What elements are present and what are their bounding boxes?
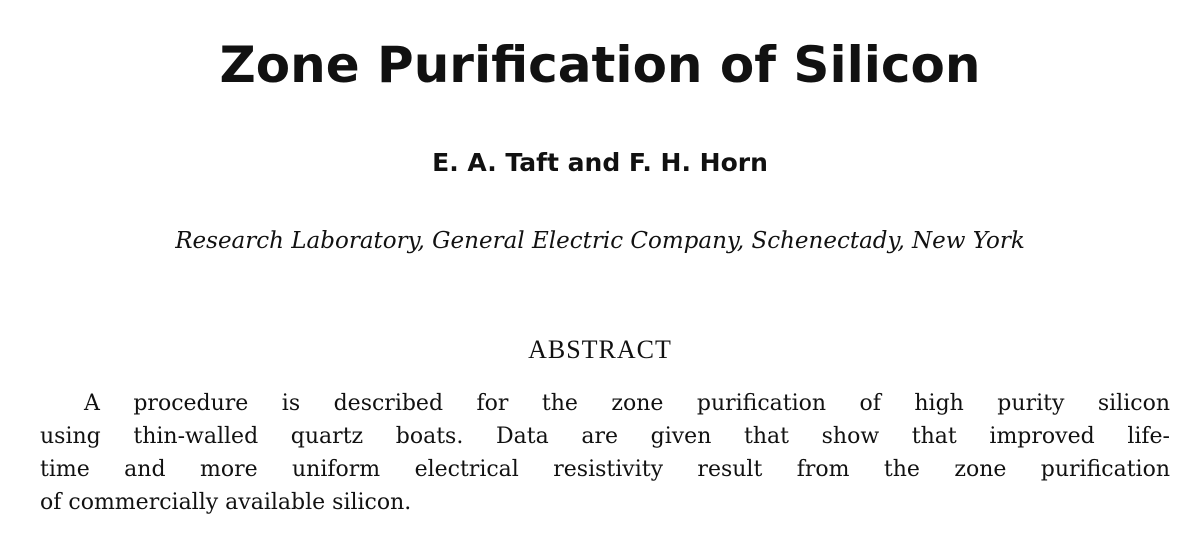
paper-title: Zone Purification of Silicon <box>219 36 981 94</box>
abstract-line: A procedure is described for the zone purification of high purity silicon <box>84 391 1170 416</box>
abstract-heading: ABSTRACT <box>528 335 672 364</box>
abstract-line: using thin-walled quartz boats. Data are given that show that improved life- <box>40 424 1170 449</box>
abstract-body <box>40 387 1170 519</box>
abstract-line: of commercially available silicon. <box>40 490 412 515</box>
author-affiliation: Research Laboratory, General Electric Company, Schenectady, New York <box>175 228 1025 254</box>
paper-authors: E. A. Taft and F. H. Horn <box>432 148 768 177</box>
abstract-line: time and more uniform electrical resistivity result from the zone purification <box>40 457 1170 482</box>
